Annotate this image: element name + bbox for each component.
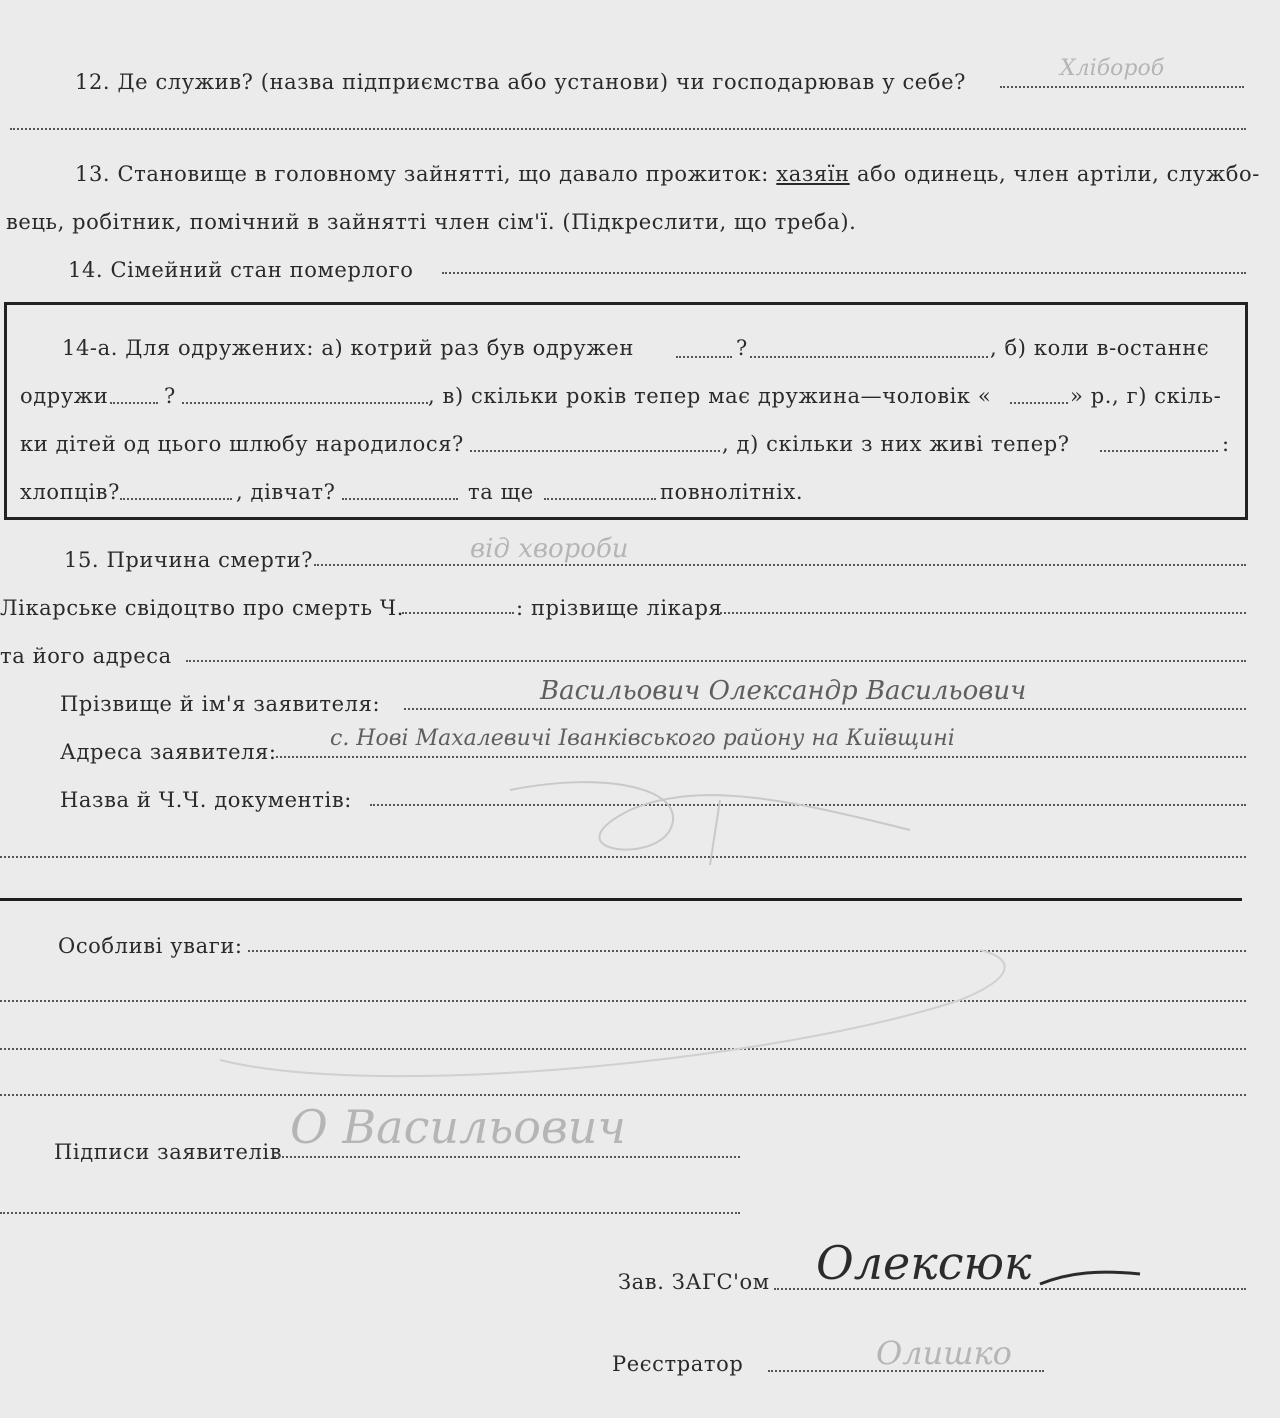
applicant-signature-label: Підписи заявителів (54, 1140, 283, 1164)
q14a-l2-text-c: , в) скільки років тепер має дружина—чоловік « (428, 384, 992, 408)
documents-label: Назва й Ч.Ч. документів: (60, 788, 352, 812)
q14-label: 14. Сімейний стан померлого (68, 258, 414, 282)
q14a-marriage-count-field[interactable] (676, 356, 732, 358)
q14a-marriage-count-field-2[interactable] (750, 356, 988, 358)
q15-address-field[interactable] (186, 660, 1246, 662)
q14a-l1-text: 14-а. Для одружених: а) котрий раз був одружен (62, 336, 634, 360)
q14a-l2-text-d: » р., г) скіль- (1070, 384, 1222, 408)
q14a-last-marriage-field-2[interactable] (182, 402, 428, 404)
pencil-curve (180, 940, 1040, 1090)
q14a-more-label: та ще (468, 480, 534, 504)
q15-cert-number-field[interactable] (402, 612, 514, 614)
registrar-signature: Олишко (876, 1334, 1012, 1372)
q14a-line-1 (62, 334, 634, 362)
q15-address-label: та його адреса (0, 644, 172, 668)
pencil-scribble (490, 770, 950, 880)
q14a-l1-q: ? (736, 336, 748, 360)
q14a-adults-field[interactable] (544, 498, 656, 500)
q13-line-1 (75, 160, 1260, 188)
q14a-boys-label: хлопців? (20, 480, 120, 504)
q14a-l2-q: ? (164, 384, 176, 408)
q14a-l1-text-c: , б) коли в-останнє (990, 336, 1210, 360)
q12-answer: Хлібороб (1060, 56, 1165, 81)
q13-text-a: 13. Становище в головному зайнятті, що давало прожиток: (75, 162, 769, 186)
q14a-children-alive-field[interactable] (1100, 450, 1218, 452)
applicant-signature: О Васильович (290, 1100, 626, 1154)
applicant-address-field[interactable] (276, 756, 1246, 758)
q15-doctor-field[interactable] (720, 612, 1246, 614)
q15-label: 15. Причина смерти? (64, 548, 314, 572)
q13-underlined-option[interactable]: хазяїн (776, 162, 850, 186)
q14a-adults-label: повнолітніх. (660, 480, 804, 504)
zags-head-signature: Олексюк (816, 1236, 1032, 1290)
notes-label: Особливі уваги: (58, 934, 243, 958)
q13-text-b: або одинець, член артіли, службо- (856, 162, 1260, 186)
applicant-name-label: Прізвище й ім'я заявителя: (60, 692, 381, 716)
q15-answer-line[interactable] (314, 564, 1246, 566)
notes-line-4[interactable] (0, 1094, 1246, 1096)
applicant-signature-line-2[interactable] (0, 1212, 740, 1214)
applicant-name-field[interactable] (404, 708, 1246, 710)
q12-label: 12. Де служив? (назва підприємства або установи) чи господарював у себе? (75, 70, 966, 94)
q14a-l3-colon: : (1222, 432, 1230, 456)
q15-cert-label: Лікарське свідоцтво про смерть Ч. (0, 596, 405, 620)
signature-flourish (1040, 1264, 1150, 1294)
registrar-label: Реєстратор (612, 1352, 744, 1376)
q13-line-2: вець, робітник, помічний в зайнятті член сім'ї. (Підкреслити, що треба). (6, 210, 857, 234)
applicant-name-value: Васильович Олександр Васильович (540, 676, 1027, 706)
q14a-l3-text-b: , д) скільки з них живі тепер? (722, 432, 1070, 456)
q14a-boys-field[interactable] (120, 498, 232, 500)
q12-answer-line[interactable] (1000, 86, 1244, 88)
q14a-last-marriage-field[interactable] (110, 402, 158, 404)
q14a-spouse-age-field[interactable] (1010, 402, 1068, 404)
q14a-girls-label: , дівчат? (236, 480, 336, 504)
applicant-address-label: Адреса заявителя: (60, 740, 277, 764)
applicant-address-value: с. Нові Махалевичі Іванківського району на Київщині (330, 726, 955, 751)
q14-answer-line[interactable] (442, 272, 1246, 274)
zags-head-label: Зав. ЗАГС'ом (618, 1270, 770, 1294)
q14a-l2-text: одружи (20, 384, 109, 408)
applicant-signature-field[interactable] (274, 1156, 740, 1158)
section-divider (0, 898, 1242, 901)
q15-answer: від хвороби (470, 534, 629, 564)
q14a-l3-text: ки дітей од цього шлюбу народилося? (20, 432, 464, 456)
q14a-children-born-field[interactable] (470, 450, 720, 452)
q12-continuation-line[interactable] (10, 128, 1246, 130)
q15-doctor-label: : прізвище лікаря (516, 596, 723, 620)
q14a-girls-field[interactable] (342, 498, 458, 500)
